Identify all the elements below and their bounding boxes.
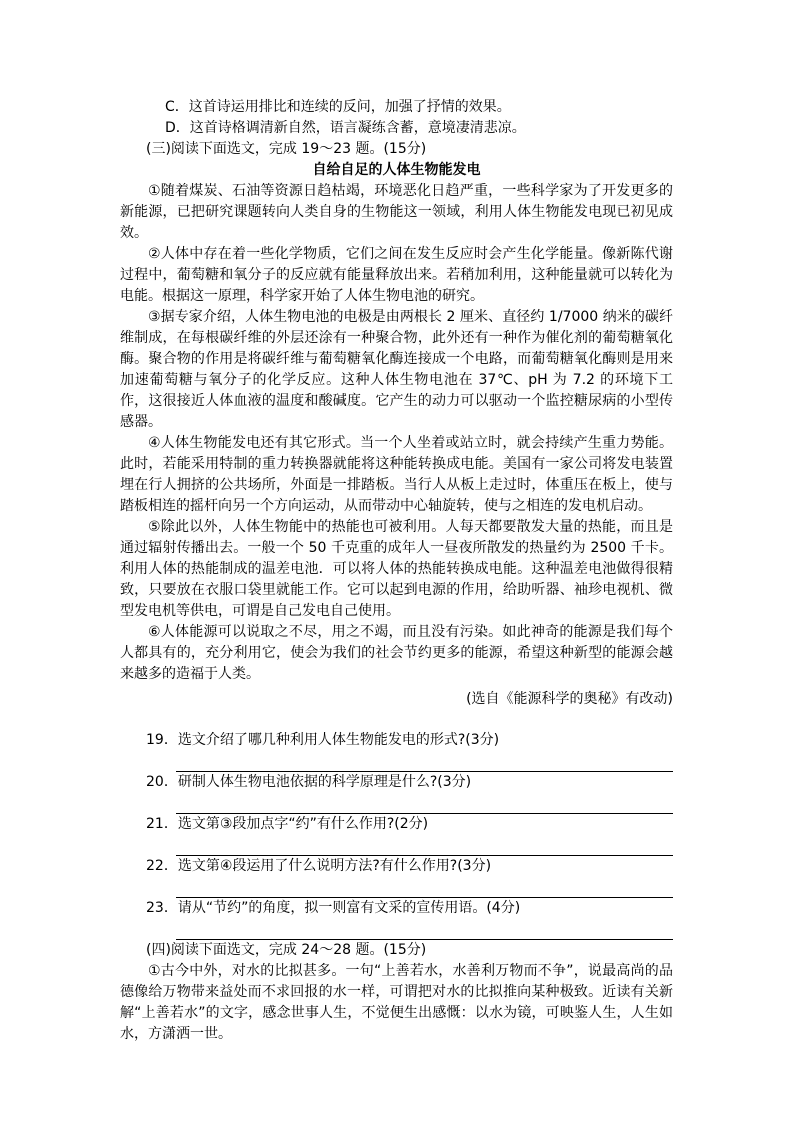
- question-text: 23．请从“节约”的角度，拟一则富有文采的宣传用语。(4分): [146, 900, 521, 916]
- question-text: 21．选文第③段加点字“约”有什么作用?(2分): [146, 816, 429, 832]
- answer-line[interactable]: [176, 793, 673, 814]
- paragraph-3: ③据专家介绍，人体生物电池的电极是由两根长 2 厘米、直径约 1/7000 纳米的碳纤维制成，在每根碳纤维的外层还涂有一种聚合物，此外还有一种作为催化剂的葡萄糖氧化酶。聚合物的作用是将碳纤维与葡萄糖氧化酶连接成一个电路，而葡萄糖氧化酶则是用来加速葡萄糖与氧分子的化学反应。这种人体生物电池在 37℃、pH 为 7.2 的环境下工作，这很接近人体血液的温度和酸碱度。它产生的动力可以驱动一个监控糖尿病的小型传感器。: [120, 309, 673, 430]
- question-20: [120, 772, 673, 814]
- question-text: 20．研制人体生物电池依据的科学原理是什么?(3分): [146, 774, 472, 790]
- paragraph-4: ④人体生物能发电还有其它形式。当一个人坐着或站立时，就会持续产生重力势能。此时，若能采用特制的重力转换器就能将这种能转换成电能。美国有一家公司将发电装置埋在行人拥挤的公共场所，外面是一排踏板。当行人从板上走过时，体重压在板上，使与踏板相连的摇杆向另一个方向运动，从而带动中心轴旋转，使与之相连的发电机启动。: [120, 435, 673, 514]
- question-21: [120, 814, 673, 856]
- question-text: 22．选文第④段运用了什么说明方法?有什么作用?(3分): [146, 858, 492, 874]
- article-title: 自给自足的人体生物能发电: [312, 162, 481, 178]
- question-23: [120, 898, 673, 940]
- question-19: [120, 730, 673, 772]
- section4-paragraph-1: ①古今中外，对水的比拟甚多。一句“上善若水，水善利万物而不争”，说最高尚的品德像给万物带来益处而不求回报的水一样，可谓把对水的比拟推向某种极致。近读有关新解“上善若水”的文字，感念世事人生，不觉便生出感慨：以水为镜，可映鉴人生，人生如水，方潇洒一世。: [120, 963, 673, 1042]
- paragraph-5: ⑤除此以外，人体生物能中的热能也可被利用。人每天都要散发大量的热能，而且是通过辐射传播出去。一般一个 50 千克重的成年人一昼夜所散发的热量约为 2500 千卡。利用人体的热能制成的温差电池．可以将人体的热能转换成电能。这种温差电池做得很精致，只要放在衣服口袋里就能工作。它可以起到电源的作用，给助听器、袖珍电视机、微型发电机等供电，可谓是自己发电自己使用。: [120, 519, 673, 619]
- answer-line[interactable]: [176, 877, 673, 898]
- section4-instruction: (四)阅读下面选文，完成 24～28 题。(15分): [146, 942, 427, 958]
- question-22: [120, 856, 673, 898]
- section3-instruction: (三)阅读下面选文，完成 19～23 题。(15分): [146, 141, 427, 157]
- paragraph-2: ②人体中存在着一些化学物质，它们之间在发生反应时会产生化学能量。像新陈代谢过程中，葡萄糖和氧分子的反应就有能量释放出来。若稍加利用，这种能量就可以转化为电能。根据这一原理，科学家开始了人体生物电池的研究。: [120, 246, 673, 304]
- paragraph-1: ①随着煤炭、石油等资源日趋枯竭，环境恶化日趋严重，一些科学家为了开发更多的新能源，已把研究课题转向人类自身的生物能这一领域，利用人体生物能发电现已初见成效。: [120, 183, 673, 241]
- answer-line[interactable]: [176, 835, 673, 856]
- question-text: 19．选文介绍了哪几种利用人体生物能发电的形式?(3分): [146, 732, 500, 748]
- answer-line[interactable]: [176, 751, 673, 772]
- paragraph-6: ⑥人体能源可以说取之不尽，用之不竭，而且没有污染。如此神奇的能源是我们每个人都具有的，充分利用它，使会为我们的社会节约更多的能源，希望这种新型的能源会越来越多的造福于人类。: [120, 624, 673, 682]
- option-c: C．这首诗运用排比和连续的反问，加强了抒情的效果。: [165, 99, 511, 115]
- option-d: D．这首诗格调清新自然，语言凝练含蓄，意境凄清悲凉。: [165, 120, 526, 136]
- answer-line[interactable]: [176, 919, 673, 940]
- document-page: [120, 97, 673, 1045]
- questions: [120, 730, 673, 940]
- article-source: (选自《能源科学的奥秘》有改动): [466, 691, 673, 707]
